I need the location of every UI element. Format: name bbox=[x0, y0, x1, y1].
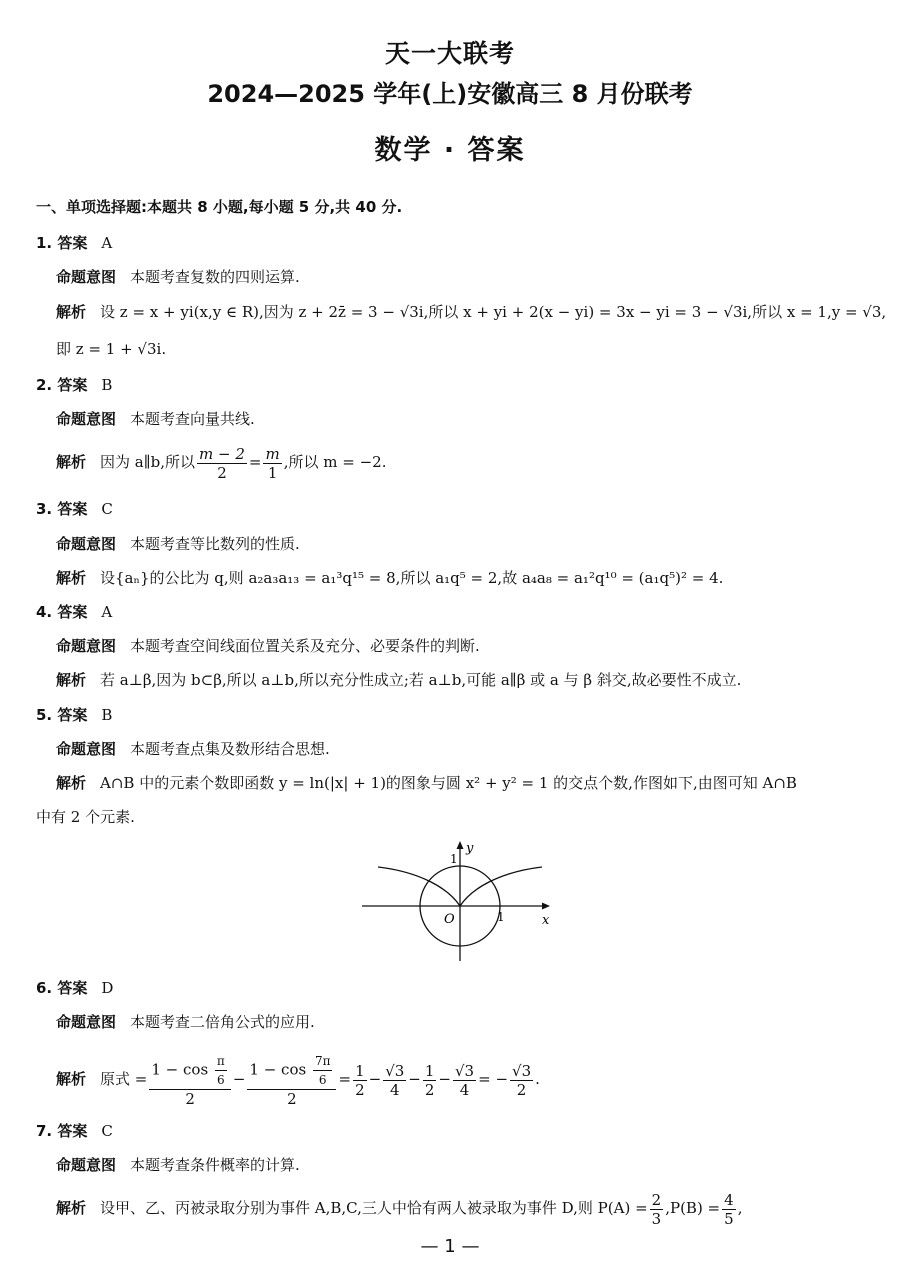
q6-header bbox=[36, 977, 113, 998]
x-axis-arrow bbox=[542, 903, 550, 910]
q3-intent-text: 本题考查等比数列的性质. bbox=[130, 535, 300, 553]
q5-intent-text: 本题考查点集及数形结合思想. bbox=[130, 740, 330, 758]
q1-intent bbox=[56, 266, 870, 288]
q4-analysis bbox=[56, 669, 870, 691]
q6-r2: $\frac{√3}{4}$ bbox=[385, 1061, 405, 1099]
q7-pb: $\frac{4}{5}$ bbox=[724, 1190, 734, 1228]
intent-label: 命题意图 bbox=[56, 1156, 117, 1174]
q6-minus: − bbox=[232, 1070, 246, 1088]
graph-tick-y: 1 bbox=[450, 852, 458, 866]
q6-intent bbox=[56, 1011, 870, 1033]
q5-analysis bbox=[56, 772, 870, 794]
q3-analysis bbox=[56, 567, 870, 589]
q6-term-1: 1 − cos $\frac{\pi}{6}$ 2 bbox=[149, 1052, 230, 1108]
analysis-label: 解析 bbox=[56, 671, 87, 689]
analysis-label: 解析 bbox=[56, 1070, 87, 1088]
log-curve-left bbox=[378, 867, 460, 906]
q6-r1: $\frac{1}{2}$ bbox=[355, 1061, 365, 1099]
q4-answer-label: 答案 bbox=[57, 603, 88, 621]
intent-label: 命题意图 bbox=[56, 1013, 117, 1031]
analysis-label: 解析 bbox=[56, 303, 87, 321]
q7-answer: C bbox=[101, 1122, 113, 1140]
q5-answer: B bbox=[101, 706, 113, 724]
q2-header bbox=[36, 374, 112, 395]
q2-number: 2. bbox=[36, 376, 53, 394]
graph-x-label: x bbox=[542, 913, 550, 928]
q7-intent bbox=[56, 1154, 870, 1176]
q1-answer: A bbox=[101, 234, 113, 252]
q5-number: 5. bbox=[36, 706, 53, 724]
graph-y-label: y bbox=[466, 841, 474, 856]
graph-tick-x: 1 bbox=[497, 910, 505, 924]
q6-answer: D bbox=[101, 979, 114, 997]
q4-intent-text: 本题考查空间线面位置关系及充分、必要条件的判断. bbox=[130, 637, 480, 655]
analysis-label: 解析 bbox=[56, 774, 87, 792]
q3-analysis-text: 设{aₙ}的公比为 q,则 a₂a₃a₁₃ = a₁³q¹⁵ = 8,所以 a₁q⁵ = 2,故 a₄a₈ = a₁²q¹⁰ = (a₁q⁵)² = 4. bbox=[100, 569, 724, 587]
intent-label: 命题意图 bbox=[56, 268, 117, 286]
intent-label: 命题意图 bbox=[56, 637, 117, 655]
exam-org-title: 天一大联考 bbox=[384, 39, 515, 68]
q2-answer: B bbox=[101, 376, 113, 394]
q3-header bbox=[36, 498, 113, 519]
q7-header bbox=[36, 1120, 113, 1141]
q3-intent bbox=[56, 533, 870, 555]
q6-number: 6. bbox=[36, 979, 53, 997]
analysis-label: 解析 bbox=[56, 569, 87, 587]
analysis-label: 解析 bbox=[56, 453, 87, 471]
q7-analysis: 解析 设甲、乙、丙被录取分别为事件 A,B,C,三人中恰有两人被录取为事件 D,则 P(A) = $\frac{2}{3}$ ,P(B) = $\frac{4}{5}$ , bbox=[56, 1190, 743, 1228]
q1-number: 1. bbox=[36, 234, 53, 252]
q7-pa: $\frac{2}{3}$ bbox=[651, 1190, 662, 1228]
q4-header bbox=[36, 601, 112, 622]
q2-fraction-1: $\frac{m - 2}{2}$ bbox=[199, 444, 245, 482]
exam-name: 2024—2025 学年(上)安徽高三 8 月份联考 bbox=[207, 80, 693, 108]
q1-analysis bbox=[56, 301, 887, 323]
log-curve-right bbox=[460, 867, 542, 906]
q6-answer-label: 答案 bbox=[57, 979, 88, 997]
q7-number: 7. bbox=[36, 1122, 53, 1140]
intent-label: 命题意图 bbox=[56, 410, 117, 428]
q3-answer-label: 答案 bbox=[57, 500, 88, 518]
q6-r5: $\frac{√3}{2}$ bbox=[512, 1061, 532, 1099]
section-heading: 一、单项选择题:本题共 8 小题,每小题 5 分,共 40 分. bbox=[36, 198, 403, 216]
q5-header bbox=[36, 704, 112, 725]
q7-analysis-pre: 设甲、乙、丙被录取分别为事件 A,B,C,三人中恰有两人被录取为事件 D,则 P(A) = bbox=[100, 1199, 648, 1217]
q7-answer-label: 答案 bbox=[57, 1122, 88, 1140]
q6-term-2: 1 − cos $\frac{7\pi}{6}$ 2 bbox=[247, 1052, 336, 1108]
q1-analysis-line1: 设 z = x + yi(x,y ∈ R),因为 z + 2z̄ = 3 − √3i,所以 x + yi + 2(x − yi) = 3x − yi = 3 − √3i,所以 x = 1,y = √3, bbox=[100, 303, 887, 321]
q4-analysis-text: 若 a⊥β,因为 b⊂β,所以 a⊥b,所以充分性成立;若 a⊥b,可能 a∥β 或 a 与 β 斜交,故必要性不成立. bbox=[100, 671, 742, 689]
q6-r3: $\frac{1}{2}$ bbox=[424, 1061, 435, 1099]
q5-analysis-cont bbox=[36, 806, 870, 828]
analysis-label: 解析 bbox=[56, 1199, 87, 1217]
q1-header bbox=[36, 232, 112, 253]
intent-label: 命题意图 bbox=[56, 740, 117, 758]
q6-analysis: 解析 原式 = 1 − cos $\frac{\pi}{6}$ 2 − 1 − cos $\frac{7\pi}{6}$ 2 = $\frac{1}{2}$ − $\frac{√3}{4}$ − $\frac{1}{2}$ − $\frac{√3}{4}$ = − $\frac{√3}{2}$ . bbox=[56, 1054, 540, 1108]
q5-answer-label: 答案 bbox=[57, 706, 88, 724]
q1-answer-label: 答案 bbox=[57, 234, 88, 252]
q1-intent-text: 本题考查复数的四则运算. bbox=[130, 268, 300, 286]
subject-title: 数学 · 答案 bbox=[374, 135, 526, 166]
q6-prefix: 原式 = bbox=[100, 1070, 148, 1088]
q5-intent bbox=[56, 738, 870, 760]
q2-analysis-post: ,所以 m = −2. bbox=[283, 453, 387, 471]
q5-analysis-line2: 中有 2 个元素. bbox=[36, 808, 135, 826]
q2-analysis bbox=[56, 442, 870, 482]
intent-label: 命题意图 bbox=[56, 535, 117, 553]
q6-intent-text: 本题考查二倍角公式的应用. bbox=[130, 1013, 315, 1031]
graph-origin-label: O bbox=[444, 912, 455, 927]
q4-number: 4. bbox=[36, 603, 53, 621]
q2-intent-text: 本题考查向量共线. bbox=[130, 410, 255, 428]
q2-analysis-pre: 因为 a∥b,所以 bbox=[100, 453, 196, 471]
q4-intent bbox=[56, 635, 870, 657]
q5-analysis-line1: A∩B 中的元素个数即函数 y = ln(|x| + 1)的图象与圆 x² + y² = 1 的交点个数,作图如下,由图可知 A∩B bbox=[100, 774, 797, 792]
q4-answer: A bbox=[101, 603, 113, 621]
y-axis-arrow bbox=[457, 841, 464, 849]
q7-intent-text: 本题考查条件概率的计算. bbox=[130, 1156, 300, 1174]
q1-analysis-cont bbox=[56, 338, 870, 360]
q5-graph bbox=[360, 836, 560, 966]
q3-number: 3. bbox=[36, 500, 53, 518]
q2-answer-label: 答案 bbox=[57, 376, 88, 394]
q2-equals: = bbox=[248, 453, 262, 471]
q6-r4: $\frac{√3}{4}$ bbox=[455, 1061, 475, 1099]
page-number: — 1 — bbox=[420, 1236, 480, 1257]
q2-intent bbox=[56, 408, 870, 430]
q1-analysis-line2: 即 z = 1 + √3i. bbox=[56, 340, 167, 358]
q2-fraction-2: $\frac{m}{1}$ bbox=[265, 444, 280, 482]
q3-answer: C bbox=[101, 500, 113, 518]
